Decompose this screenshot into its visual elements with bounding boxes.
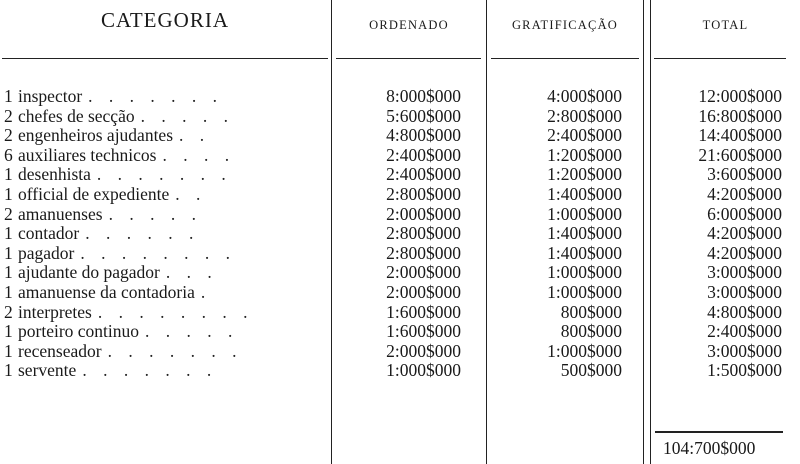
- row-category: porteiro continuo: [18, 322, 140, 341]
- row-category: ajudante do pagador: [18, 263, 160, 282]
- row-category: pagador: [18, 244, 75, 263]
- cell-gratificacao: 1:400$000: [547, 184, 622, 204]
- cell-total: 3:000$000: [707, 262, 782, 282]
- cell-total: 4:800$000: [707, 302, 782, 322]
- cell-gratificacao: 2:800$000: [547, 106, 622, 126]
- leader-dots: . . . . .: [145, 322, 239, 341]
- row-quantity: 1: [4, 322, 13, 341]
- cell-total: 4:200$000: [707, 184, 782, 204]
- leader-dots: . . . . .: [140, 107, 234, 126]
- cell-ordenado: 2:000$000: [386, 262, 461, 282]
- cell-ordenado: 2:800$000: [386, 223, 461, 243]
- row-category: official de expediente: [18, 185, 170, 204]
- row-quantity: 1: [4, 283, 13, 302]
- row-category: amanuense da contadoria: [18, 283, 195, 302]
- cell-total: 3:000$000: [707, 282, 782, 302]
- leader-dots: . .: [179, 126, 211, 145]
- cell-ordenado: 2:800$000: [386, 243, 461, 263]
- cell-gratificacao: 1:200$000: [547, 164, 622, 184]
- leader-dots: . . . . .: [108, 205, 202, 224]
- cell-total: 2:400$000: [707, 321, 782, 341]
- table-row: [4, 205, 330, 224]
- cell-total: 6:000$000: [707, 204, 782, 224]
- row-category: auxiliares technicos: [18, 146, 157, 165]
- leader-dots: . . . .: [162, 146, 236, 165]
- table-row: [4, 361, 330, 380]
- row-quantity: 1: [4, 224, 13, 243]
- cell-ordenado: 1:600$000: [386, 302, 461, 322]
- cell-gratificacao: 1:400$000: [547, 223, 622, 243]
- row-quantity: 1: [4, 361, 13, 380]
- row-category: engenheiros ajudantes: [18, 126, 174, 145]
- cell-ordenado: 1:000$000: [386, 360, 461, 380]
- header-rule: [491, 58, 639, 59]
- row-category: inspector: [18, 87, 83, 106]
- row-category: amanuenses: [18, 205, 103, 224]
- row-quantity: 1: [4, 263, 13, 282]
- row-quantity: 2: [4, 205, 13, 224]
- cell-total: 16:800$000: [698, 106, 782, 126]
- table-row: [4, 244, 330, 263]
- row-category: interpretes: [18, 303, 92, 322]
- column-rule: [486, 0, 487, 464]
- cell-total: 12:000$000: [698, 86, 782, 106]
- table-row: [4, 322, 330, 341]
- cell-total: 14:400$000: [698, 125, 782, 145]
- cell-ordenado: 2:000$000: [386, 282, 461, 302]
- total-rule: [655, 431, 783, 433]
- leader-dots: . . . . . .: [85, 224, 200, 243]
- cell-total: 1:500$000: [707, 360, 782, 380]
- header-rule: [654, 58, 786, 59]
- column-rule: [643, 0, 644, 464]
- cell-gratificacao: 1:000$000: [547, 262, 622, 282]
- cell-gratificacao: 2:400$000: [547, 125, 622, 145]
- table-row: [4, 303, 330, 322]
- row-quantity: 2: [4, 107, 13, 126]
- table-row: [4, 342, 330, 361]
- cell-ordenado: 4:800$000: [386, 125, 461, 145]
- cell-gratificacao: 1:400$000: [547, 243, 622, 263]
- row-quantity: 6: [4, 146, 13, 165]
- cell-gratificacao: 500$000: [560, 360, 622, 380]
- leader-dots: . . . . . . .: [107, 342, 243, 361]
- cell-ordenado: 2:000$000: [386, 204, 461, 224]
- cell-ordenado: 2:400$000: [386, 164, 461, 184]
- cell-total: 21:600$000: [698, 145, 782, 165]
- row-category: servente: [18, 361, 77, 380]
- table-row: [4, 146, 330, 165]
- table-row: [4, 165, 330, 184]
- table-row: [4, 87, 330, 106]
- cell-total: 4:200$000: [707, 223, 782, 243]
- cell-gratificacao: 800$000: [560, 302, 622, 322]
- header-total: TOTAL: [702, 18, 749, 32]
- table-row: [4, 126, 330, 145]
- row-category: recenseador: [18, 342, 102, 361]
- row-quantity: 2: [4, 126, 13, 145]
- row-category: contador: [18, 224, 80, 243]
- leader-dots: . .: [175, 185, 207, 204]
- header-rule: [2, 58, 328, 59]
- cell-ordenado: 8:000$000: [386, 86, 461, 106]
- leader-dots: .: [200, 283, 212, 302]
- cell-gratificacao: 4:000$000: [547, 86, 622, 106]
- header-rule: [336, 58, 481, 59]
- leader-dots: . . . . . . .: [82, 361, 218, 380]
- cell-ordenado: 2:400$000: [386, 145, 461, 165]
- cell-ordenado: 2:000$000: [386, 341, 461, 361]
- header-ordenado: ORDENADO: [369, 18, 449, 32]
- leader-dots: . . .: [165, 263, 218, 282]
- table-row: [4, 283, 330, 302]
- cell-gratificacao: 1:200$000: [547, 145, 622, 165]
- cell-ordenado: 1:600$000: [386, 321, 461, 341]
- cell-total: 4:200$000: [707, 243, 782, 263]
- leader-dots: . . . . . . .: [88, 87, 224, 106]
- cell-gratificacao: 1:000$000: [547, 204, 622, 224]
- row-quantity: 1: [4, 185, 13, 204]
- leader-dots: . . . . . . .: [96, 165, 232, 184]
- cell-gratificacao: 1:000$000: [547, 341, 622, 361]
- cell-gratificacao: 1:000$000: [547, 282, 622, 302]
- cell-gratificacao: 800$000: [560, 321, 622, 341]
- row-quantity: 1: [4, 87, 13, 106]
- table-row: [4, 263, 330, 282]
- row-quantity: 1: [4, 342, 13, 361]
- column-rule: [331, 0, 332, 464]
- leader-dots: . . . . . . . .: [97, 303, 254, 322]
- row-quantity: 2: [4, 303, 13, 322]
- table-row: [4, 224, 330, 243]
- cell-ordenado: 2:800$000: [386, 184, 461, 204]
- cell-ordenado: 5:600$000: [386, 106, 461, 126]
- column-rule: [650, 0, 651, 464]
- header-gratificacao: GRATIFICAÇÃO: [511, 18, 619, 32]
- leader-dots: . . . . . . . .: [80, 244, 236, 263]
- row-quantity: 1: [4, 165, 13, 184]
- table-row: [4, 107, 330, 126]
- table-row: [4, 185, 330, 204]
- header-categoria: CATEGORIA: [101, 8, 229, 32]
- cell-total: 3:000$000: [707, 341, 782, 361]
- row-quantity: 1: [4, 244, 13, 263]
- cell-total: 3:600$000: [707, 164, 782, 184]
- row-category: chefes de secção: [18, 107, 135, 126]
- row-category: desenhista: [18, 165, 91, 184]
- grand-total: 104:700$000: [663, 438, 756, 458]
